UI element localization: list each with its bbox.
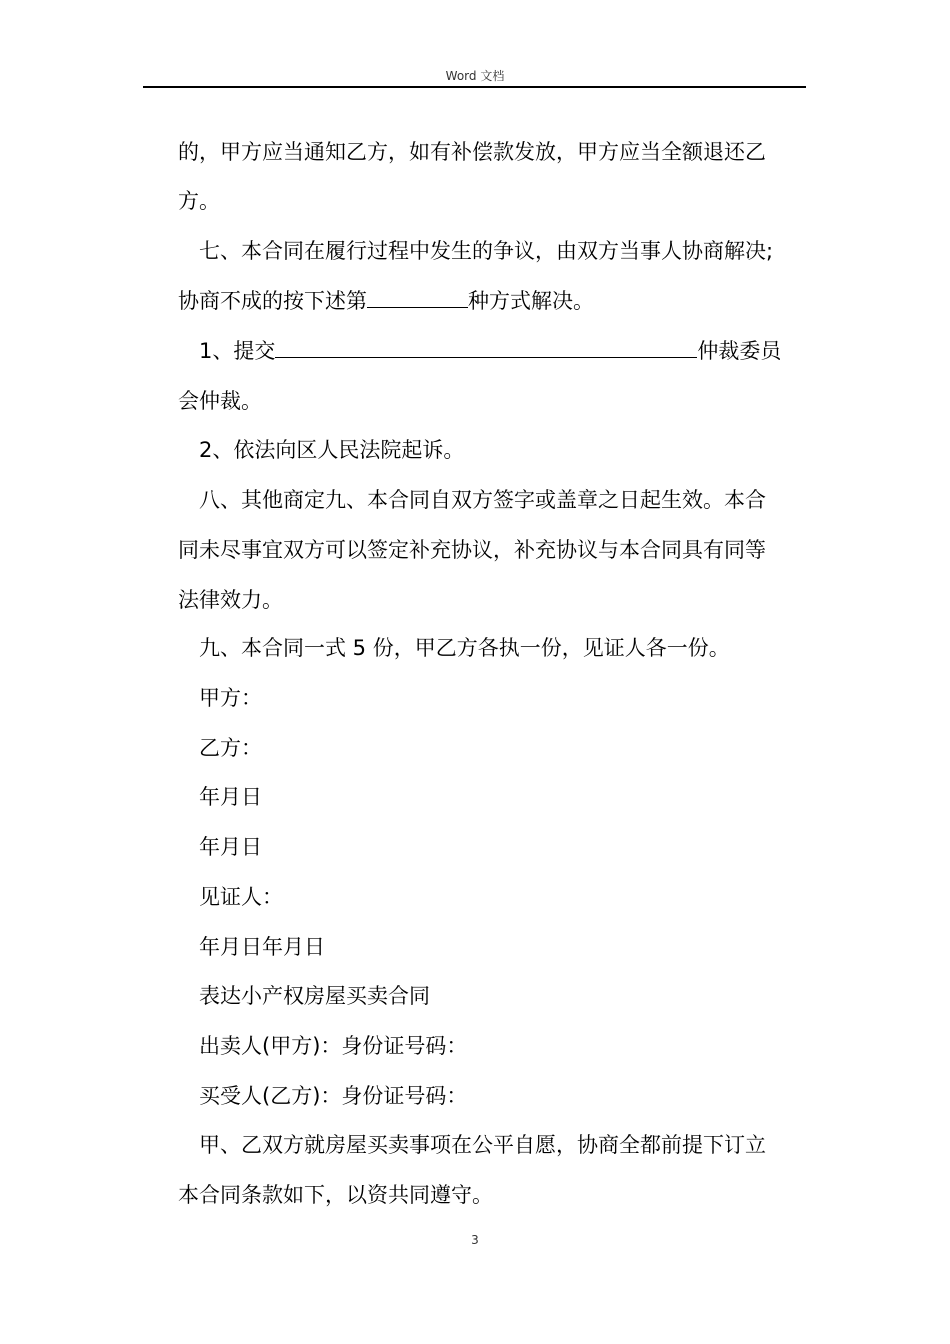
date-label: 年月日年月日 bbox=[199, 935, 325, 959]
signature-label: 见证人： bbox=[199, 885, 283, 909]
page-number: 3 bbox=[471, 1233, 479, 1247]
paragraph-line: 的，甲方应当通知乙方，如有补偿款发放，甲方应当全额退还乙 bbox=[178, 140, 766, 164]
party-label: 买受人(乙方)：身份证号码： bbox=[199, 1084, 468, 1108]
signature-label: 乙方： bbox=[199, 736, 262, 760]
paragraph-line: 方。 bbox=[178, 189, 220, 213]
date-label: 年月日 bbox=[199, 835, 262, 859]
paragraph-text: 种方式解决。 bbox=[468, 289, 594, 313]
paragraph-text: 仲裁委员 bbox=[697, 339, 782, 363]
paragraph-line bbox=[178, 286, 594, 316]
paragraph-line bbox=[199, 336, 781, 366]
paragraph-line: 法律效力。 bbox=[178, 588, 283, 612]
paragraph-text: 1、提交 bbox=[199, 339, 276, 363]
paragraph-line: 会仲裁。 bbox=[178, 389, 262, 413]
party-label: 出卖人(甲方)：身份证号码： bbox=[199, 1034, 468, 1058]
header-divider bbox=[143, 86, 806, 88]
fill-in-blank bbox=[275, 336, 697, 358]
section-title: 表达小产权房屋买卖合同 bbox=[199, 984, 430, 1008]
fill-in-blank bbox=[367, 286, 468, 308]
date-label: 年月日 bbox=[199, 785, 262, 809]
paragraph-line: 同未尽事宜双方可以签定补充协议，补充协议与本合同具有同等 bbox=[178, 538, 766, 562]
paragraph-line: 八、其他商定九、本合同自双方签字或盖章之日起生效。本合 bbox=[199, 488, 766, 512]
paragraph-line: 甲、乙双方就房屋买卖事项在公平自愿，协商全都前提下订立 bbox=[199, 1133, 766, 1157]
header-title: Word 文档 bbox=[445, 69, 505, 83]
paragraph-line: 2、依法向区人民法院起诉。 bbox=[199, 438, 465, 462]
signature-label: 甲方： bbox=[199, 686, 262, 710]
paragraph-line: 九、本合同一式 5 份，甲乙方各执一份，见证人各一份。 bbox=[199, 636, 730, 660]
paragraph-text: 协商不成的按下述第 bbox=[178, 289, 367, 313]
paragraph-line: 本合同条款如下，以资共同遵守。 bbox=[178, 1183, 493, 1207]
paragraph-line: 七、本合同在履行过程中发生的争议，由双方当事人协商解决; bbox=[199, 239, 774, 263]
